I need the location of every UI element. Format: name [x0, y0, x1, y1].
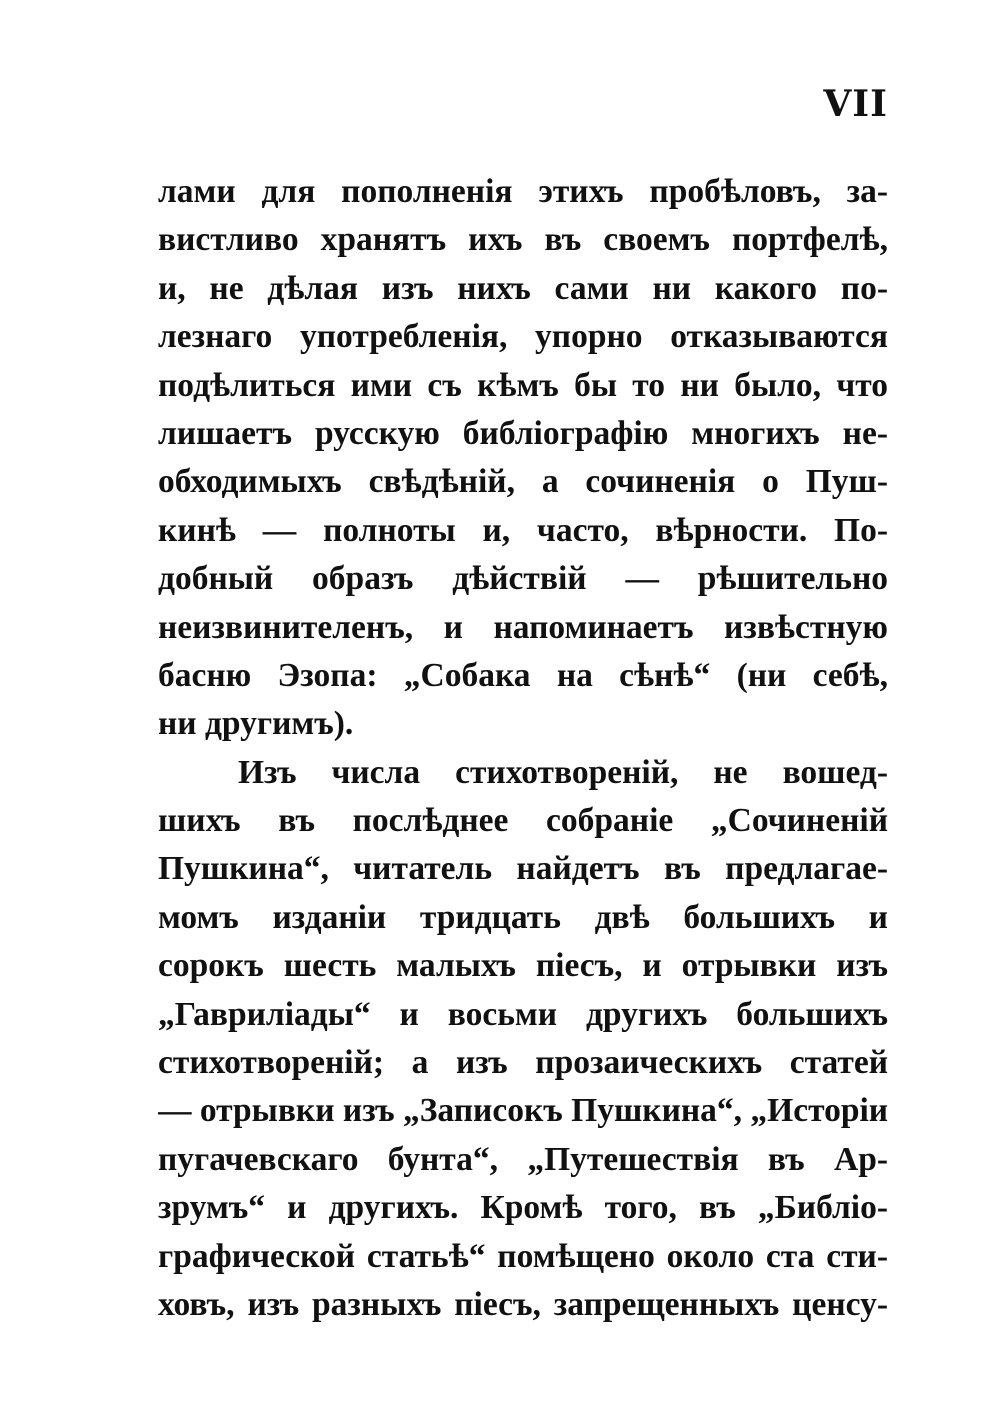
text-line: сорокъ шесть малыхъ піесъ, и отрывки изъ: [158, 947, 888, 985]
text-line: ни другимъ).: [158, 705, 354, 743]
text-line: стихотвореній; а изъ прозаическихъ статей: [158, 1044, 888, 1082]
text-line: подѣлиться ими съ кѣмъ бы то ни было, что: [158, 366, 888, 404]
text-line: лезнаго употребленія, упорно отказываются: [158, 318, 888, 356]
text-line: „Гавриліады“ и восьми другихъ большихъ: [158, 995, 888, 1033]
text-line: момъ изданіи тридцать двѣ большихъ и: [158, 898, 888, 936]
text-line: шихъ въ послѣднее собраніе „Сочиненій: [158, 802, 888, 840]
page-number: VII: [823, 83, 888, 125]
text-line: ховъ, изъ разныхъ піесъ, запрещенныхъ ценсу-: [158, 1285, 888, 1323]
body-text: [158, 168, 888, 1329]
text-line: графической статьѣ“ помѣщено около ста сти-: [158, 1237, 888, 1275]
text-line: добный образъ дѣйствій — рѣшительно: [158, 560, 888, 598]
text-line: — отрывки изъ „Записокъ Пушкина“, „Исторіи: [158, 1092, 888, 1130]
text-line: Изъ числа стихотвореній, не вошед-: [238, 753, 888, 791]
text-line: вистливо хранятъ ихъ въ своемъ портфелѣ,: [158, 221, 888, 259]
text-line: и, не дѣлая изъ нихъ сами ни какого по-: [158, 269, 888, 307]
text-line: басню Эзопа: „Собака на сѣнѣ“ (ни себѣ,: [158, 656, 888, 694]
text-line: зрумъ“ и другихъ. Кромѣ того, въ „Библіо-: [158, 1189, 888, 1227]
paragraph-1: [158, 168, 888, 749]
text-line: Пушкина“, читатель найдетъ въ предлагае-: [158, 850, 888, 888]
text-line: лишаетъ русскую библіографію многихъ не-: [158, 414, 888, 452]
text-line: кинѣ — полноты и, часто, вѣрности. По-: [158, 511, 888, 549]
paragraph-2: [158, 749, 888, 1330]
text-line: обходимыхъ свѣдѣній, а сочиненія о Пуш-: [158, 463, 888, 501]
text-line: пугачевскаго бунта“, „Путешествія въ Ар-: [158, 1140, 888, 1178]
text-line: неизвинителенъ, и напоминаетъ извѣстную: [158, 608, 888, 646]
text-line: лами для пополненія этихъ пробѣловъ, за-: [158, 173, 888, 210]
